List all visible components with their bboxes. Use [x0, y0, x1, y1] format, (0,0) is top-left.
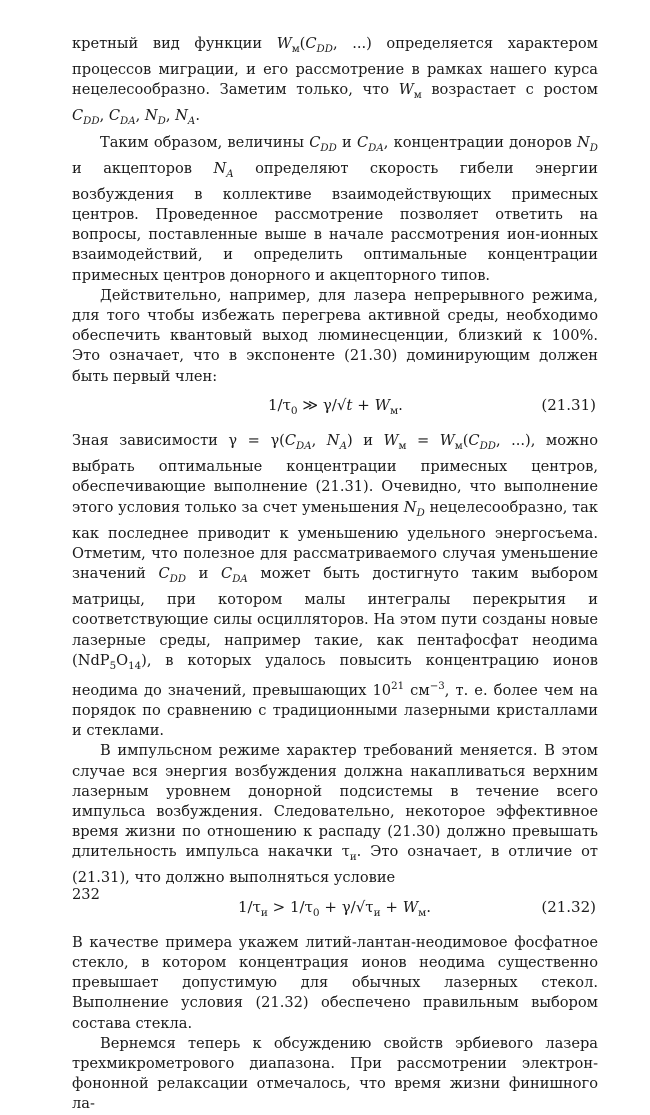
- equation-formula: $1/\tau_и > 1/\tau_0 + \gamma/√\tau_и + W_м$.: [238, 897, 432, 919]
- equation-number: (21.32): [541, 897, 596, 916]
- paragraph-4: Зная зависимости $\gamma = \gamma(C_{DA}$, $N_A$) и $W_м = W_м(C_{DD}$, ...), можно выбрать оптимальные концентрации примесных центров, обеспечивающие выполнение (21.31). Очевидно, что выполнение этого условия только за счет уменьшения $N_D$ нецелесообразно, так как последнее приводит к уменьшению удельного энергосъема. Отметим, что полезное для рассматриваемого случая уменьшение значений $C_{DD}$ и $C_{DA}$ может быть достигнуто таким выбором матрицы, при котором малы интегралы перекрытия и соответствующие силы осцилляторов. На этом пути созданы новые лазерные среды, например такие, как пентафосфат неодима $(NdP_5O_{14})$, в которых удалось повысить концентрацию ионов неодима до значений, превышающих $10^{21}$ $см^{-3}$, т. е. более чем на порядок по сравнению с традиционными лазерными кристаллами и стеклами.: [72, 431, 599, 740]
- equation-21-32: [72, 897, 598, 923]
- equation-formula: $1/\tau_0$ ≫ $\gamma/√t + W_м$.: [268, 395, 403, 417]
- equation-21-31: [72, 395, 598, 421]
- paragraph-2: Таким образом, величины $C_{DD}$ и $C_{DA}$, концентрации доноров $N_D$ и акцепторов $N_A$ определяют скорость гибели энергии возбуждения в коллективе взаимодействующих примесных центров. Проведенное рассмотрение позволяет ответить на вопросы, поставленные выше в начале рассмотрения ион-ионных взаимодействий, и определить оптимальные концентрации примесных центров донорного и акцепторного типов.: [72, 133, 598, 284]
- paragraph-6: В качестве примера укажем литий-лантан-неодимовое фосфатное стекло, в котором концентрация ионов неодима существенно превышает допустимую для обычных лазерных стекол. Выполнение условия (21.32) обеспечено правильным выбором состава стекла.: [72, 933, 598, 1032]
- paragraph-5: В импульсном режиме характер требований меняется. В этом случае вся энергия возбуждения должна накапливаться верхним лазерным уровнем донорной подсистемы в течение всего импульса возбуждения. Следовательно, некоторое эффективное время жизни по отношению к распаду (21.30) должно превышать длительность импульса накачки $\tau_и$. Это означает, в отличие от (21.31), что должно выполняться условие: [72, 742, 598, 887]
- equation-number: (21.31): [541, 395, 596, 414]
- paragraph-1: кретный вид функции $W_м(C_{DD}$, ...) определяется характером процессов миграции, и его рассмотрение в рамках нашего курса нецелесообразно. Заметим только, что $W_м$ возрастает с ростом $C_{DD}$, $C_{DA}$, $N_D$, $N_A$.: [72, 35, 598, 128]
- body-text: [72, 34, 598, 1115]
- page-number: 232: [72, 886, 100, 903]
- paragraph-3: Действительно, например, для лазера непрерывного режима, для того чтобы избежать перегрева активной среды, необходимо обеспечить квантовый выход люминесценции, близкий к 100%. Это означает, что в экспоненте (21.30) доминирующим должен быть первый член:: [72, 286, 598, 385]
- paragraph-7: Вернемся теперь к обсуждению свойств эрбиевого лазера трехмикрометрового диапазона. При рассмотрении электрон-фононной релаксации отмечалось, что время жизни финишного ла-: [72, 1034, 598, 1113]
